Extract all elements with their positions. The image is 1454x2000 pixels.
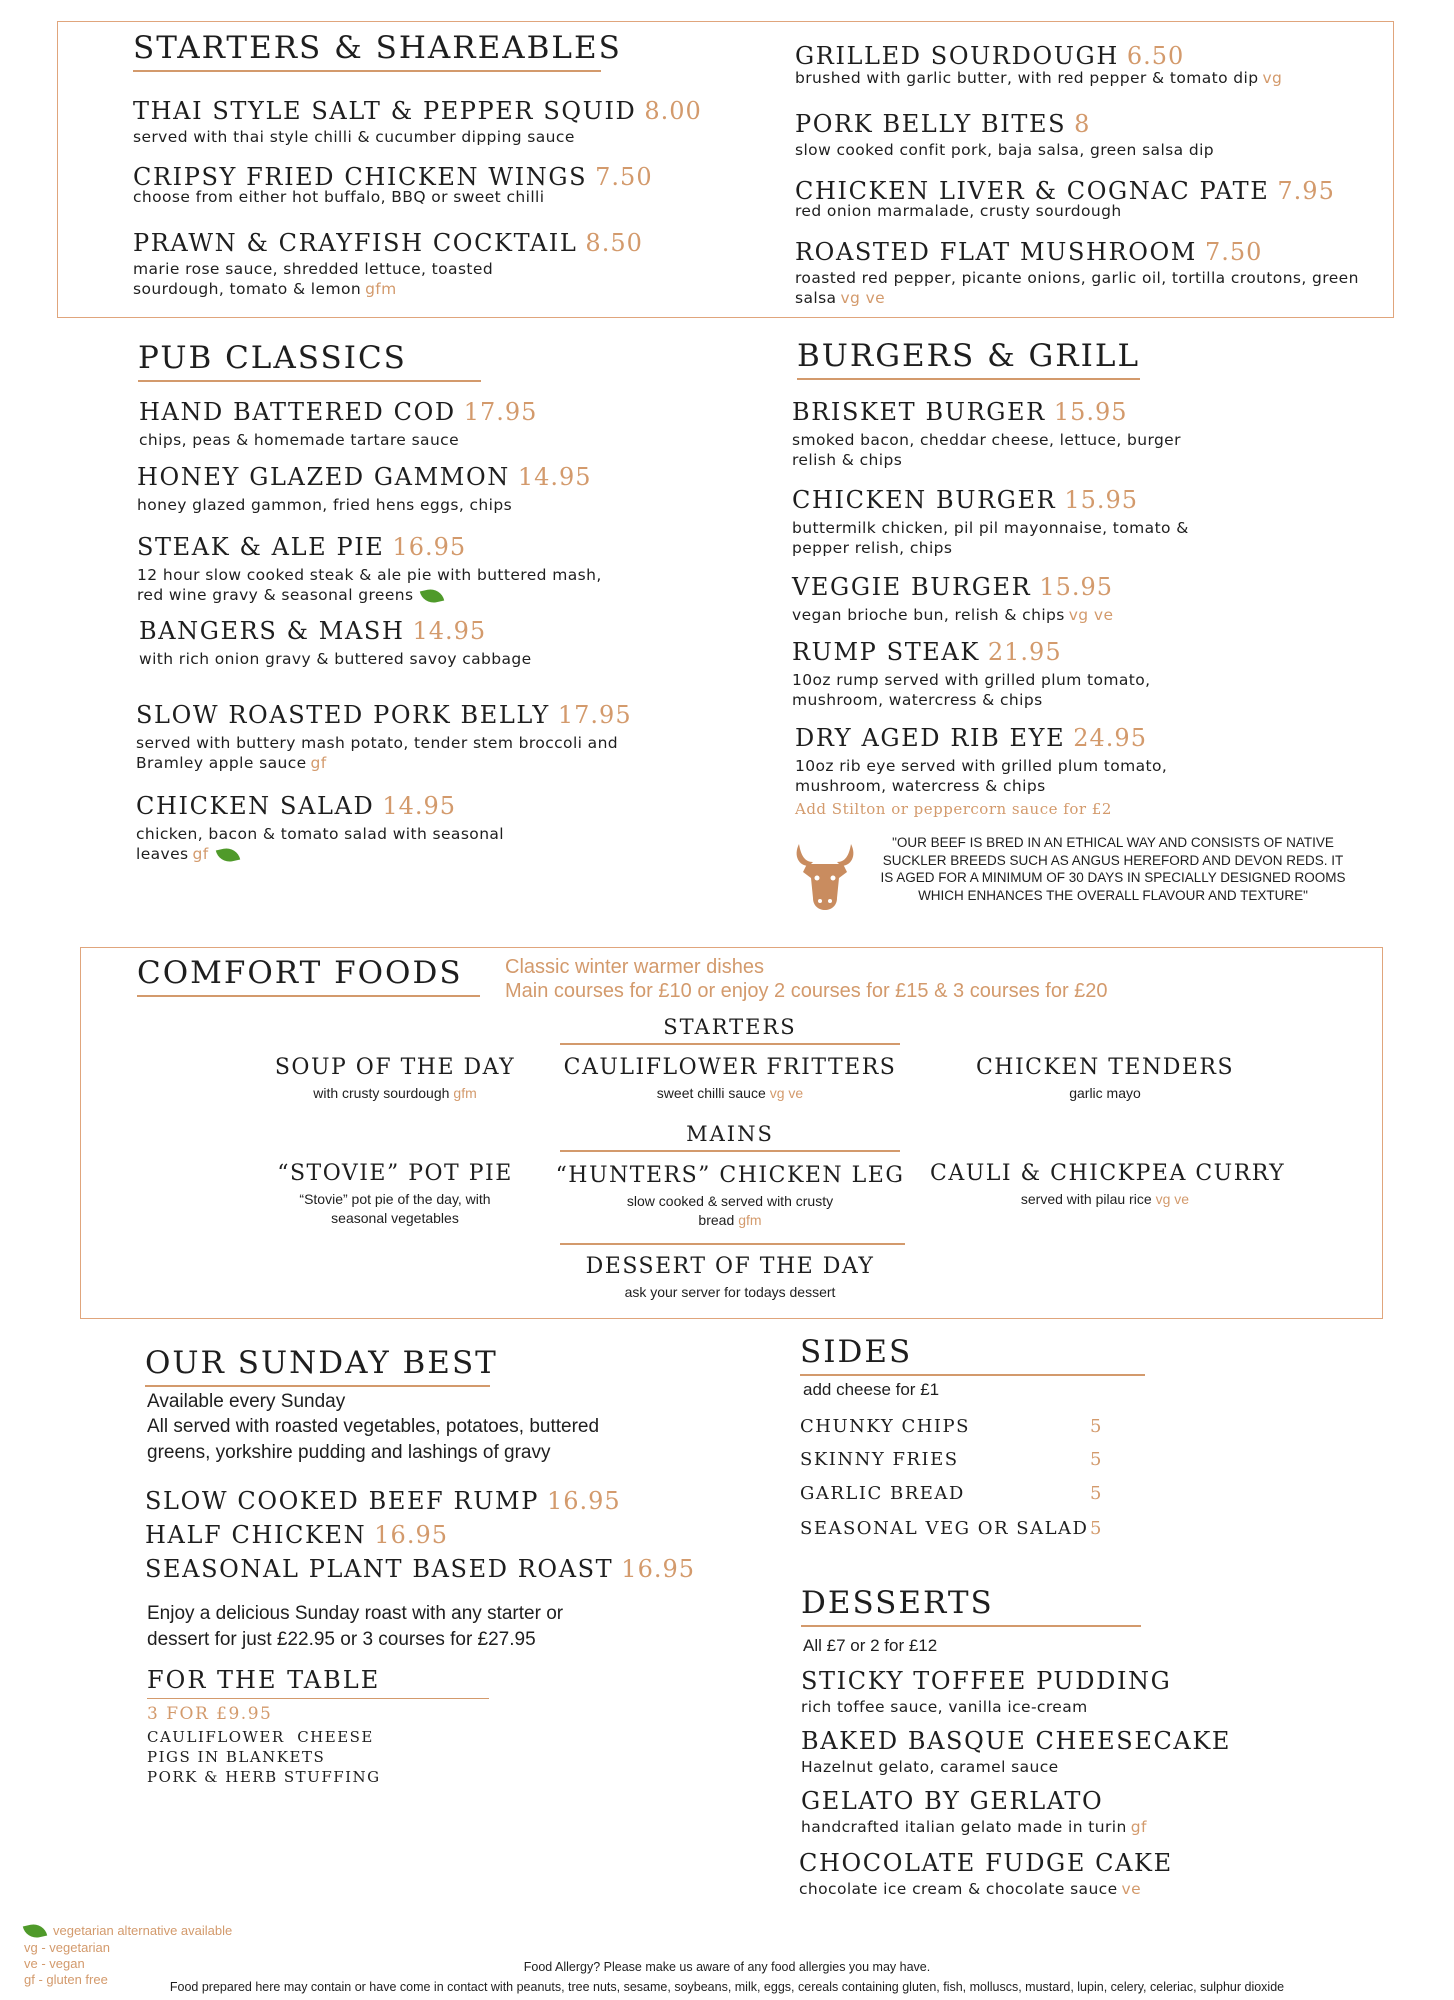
allergy-notice: Food Allergy? Please make us aware of any food allergies you may have. — [523, 1960, 931, 1974]
item-name: HONEY GLAZED GAMMON — [137, 463, 510, 491]
diet-tags: gf — [192, 845, 209, 863]
comfort-starters-heading: STARTERS — [560, 1015, 900, 1045]
legend-ve: ve - vegan — [24, 1956, 85, 1971]
for-table-item: PIGS IN BLANKETS — [147, 1748, 326, 1766]
menu-item — [792, 398, 1212, 470]
item-price: 7.50 — [1204, 238, 1263, 266]
item-desc: chips, peas & homemade tartare sauce — [139, 431, 460, 449]
item-desc: handcrafted italian gelato made in turin — [801, 1818, 1127, 1836]
menu-item — [145, 1487, 621, 1515]
comfort-main — [230, 1160, 560, 1228]
menu-item — [145, 1555, 695, 1583]
item-name: GELATO BY GERLATO — [801, 1787, 1104, 1815]
side-item — [800, 1518, 1103, 1539]
item-name: CHICKEN LIVER & COGNAC PATE — [795, 177, 1270, 205]
item-name: CAULIFLOWER FRITTERS — [563, 1055, 897, 1080]
item-price: 6.50 — [1126, 42, 1185, 70]
side-item — [800, 1483, 1103, 1504]
item-price: 7.95 — [1277, 177, 1335, 205]
item-desc: “Stovie” pot pie of the day, with seasonal vegetables — [299, 1191, 491, 1226]
item-desc: smoked bacon, cheddar cheese, lettuce, burger relish & chips — [792, 431, 1181, 469]
item-name: STICKY TOFFEE PUDDING — [801, 1667, 1172, 1695]
item-desc: served with pilau rice — [1020, 1191, 1152, 1207]
comfort-main — [930, 1160, 1286, 1209]
item-desc: slow cooked & served with crusty bread — [626, 1193, 834, 1228]
item-price: 8.00 — [644, 97, 702, 125]
comfort-tagline: Classic winter warmer dishes — [505, 956, 764, 978]
item-name: BAKED BASQUE CHEESECAKE — [801, 1727, 1231, 1755]
item-price: 24.95 — [1073, 724, 1147, 752]
side-name: SKINNY FRIES — [800, 1449, 959, 1470]
item-desc: 10oz rib eye served with grilled plum tomato, mushroom, watercress & chips — [795, 757, 1168, 795]
item-price: 15.95 — [1053, 398, 1128, 426]
menu-item — [792, 638, 1212, 710]
item-price: 16.95 — [621, 1555, 696, 1583]
item-name: THAI STYLE SALT & PEPPER SQUID — [133, 97, 637, 125]
item-name: CHICKEN TENDERS — [975, 1055, 1235, 1080]
item-desc: choose from either hot buffalo, BBQ or sweet chilli — [133, 188, 545, 206]
item-price: 21.95 — [987, 638, 1062, 666]
allergen-statement: Food prepared here may contain or have come in contact with peanuts, tree nuts, sesame, soybeans, milk, eggs, cereals containing gluten, fish, molluscs, mustard, lupin, celery, celeriac, sulphur dioxide — [169, 1980, 1285, 1994]
menu-item — [792, 486, 1212, 558]
item-price: 16.95 — [546, 1487, 621, 1515]
vegetarian-leaf-icon — [215, 845, 239, 863]
side-price: 5 — [1090, 1416, 1103, 1437]
menu-item — [133, 97, 753, 147]
beef-note: "OUR BEEF IS BRED IN AN ETHICAL WAY AND CONSISTS OF NATIVE SUCKLER BREEDS SUCH AS ANGUS HEREFORD AND DEVON REDS. IT IS AGED FOR A MINIMUM OF 30 DAYS IN SPECIALLY DESIGNED ROOMS WHICH ENHANCES THE OVERALL FLAVOUR AND TEXTURE" — [880, 835, 1346, 903]
diet-tags: vg ve — [769, 1085, 804, 1101]
item-name: BRISKET BURGER — [792, 398, 1046, 426]
item-name: SLOW COOKED BEEF RUMP — [145, 1487, 539, 1515]
item-name: CHICKEN SALAD — [136, 792, 375, 820]
item-desc: served with buttery mash potato, tender stem broccoli and Bramley apple sauce — [136, 734, 619, 772]
item-desc: 10oz rump served with grilled plum tomato, mushroom, watercress & chips — [792, 671, 1151, 709]
item-price: 17.95 — [463, 398, 538, 426]
comfort-starter — [230, 1054, 560, 1103]
comfort-offer: Main courses for £10 or enjoy 2 courses for £15 & 3 courses for £20 — [505, 980, 1108, 1002]
item-desc: buttermilk chicken, pil pil mayonnaise, tomato & pepper relish, chips — [792, 519, 1189, 557]
desserts-note: All £7 or 2 for £12 — [803, 1636, 938, 1655]
item-desc: chocolate ice cream & chocolate sauce — [799, 1880, 1118, 1898]
item-name: PRAWN & CRAYFISH COCKTAIL — [133, 229, 578, 257]
item-name: ROASTED FLAT MUSHROOM — [795, 238, 1197, 266]
item-desc: brushed with garlic butter, with red pepper & tomato dip — [795, 69, 1259, 87]
side-price: 5 — [1090, 1449, 1103, 1470]
menu-item — [795, 110, 1365, 160]
item-price: 15.95 — [1039, 573, 1114, 601]
item-name: SOUP OF THE DAY — [274, 1055, 516, 1080]
item-desc: 12 hour slow cooked steak & ale pie with buttered mash, red wine gravy & seasonal greens — [137, 566, 602, 604]
diet-tags: gfm — [365, 280, 397, 298]
side-item — [800, 1449, 1103, 1470]
menu-item — [136, 792, 516, 864]
side-name: SEASONAL VEG OR SALAD — [800, 1518, 1089, 1539]
sides-title: SIDES — [800, 1334, 1145, 1376]
item-price: 14.95 — [382, 792, 457, 820]
item-name: CAULI & CHICKPEA CURRY — [930, 1161, 1286, 1186]
sunday-served: All served with roasted vegetables, potatoes, buttered greens, yorkshire pudding and lashings of gravy — [147, 1416, 600, 1463]
item-name: RUMP STEAK — [792, 638, 980, 666]
item-name: PORK BELLY BITES — [795, 110, 1067, 138]
item-name: HALF CHICKEN — [145, 1521, 367, 1549]
comfort-starter — [555, 1054, 905, 1103]
item-name: DRY AGED RIB EYE — [795, 724, 1066, 752]
diet-tags: ve — [1121, 1880, 1142, 1898]
menu-item — [137, 463, 657, 515]
item-desc: honey glazed gammon, fried hens eggs, chips — [137, 496, 513, 514]
menu-item — [139, 398, 659, 450]
side-price: 5 — [1090, 1483, 1103, 1504]
item-desc: roasted red pepper, picante onions, garlic oil, tortilla croutons, green salsa — [795, 269, 1359, 307]
item-price: 7.50 — [595, 163, 653, 191]
comfort-starter — [940, 1054, 1270, 1103]
diet-tags: vg — [1262, 69, 1283, 87]
bull-head-icon — [791, 838, 859, 912]
comfort-title: COMFORT FOODS — [137, 955, 480, 997]
diet-tags: vg ve — [1068, 606, 1114, 624]
legend-veg-alt: vegetarian alternative available — [53, 1923, 233, 1938]
item-desc: with rich onion gravy & buttered savoy cabbage — [139, 650, 532, 668]
item-price: 15.95 — [1064, 486, 1139, 514]
for-table-deal: 3 FOR £9.95 — [147, 1704, 273, 1724]
item-price: 16.95 — [392, 533, 467, 561]
starters-title: STARTERS & SHAREABLES — [133, 30, 601, 72]
item-desc: marie rose sauce, shredded lettuce, toasted sourdough, tomato & lemon — [133, 260, 494, 298]
item-price: 14.95 — [412, 617, 487, 645]
item-name: BANGERS & MASH — [139, 617, 405, 645]
menu-item — [136, 701, 656, 773]
side-name: GARLIC BREAD — [800, 1483, 965, 1504]
desserts-title: DESSERTS — [801, 1585, 1141, 1627]
item-name: VEGGIE BURGER — [792, 573, 1032, 601]
item-name: CRIPSY FRIED CHICKEN WINGS — [133, 163, 588, 191]
sunday-available: Available every Sunday — [147, 1391, 346, 1412]
diet-tags: gfm — [453, 1085, 477, 1101]
for-table-item: CAULIFLOWER CHEESE — [147, 1728, 374, 1746]
item-desc: garlic mayo — [1069, 1085, 1141, 1101]
addon-note: Add Stilton or peppercorn sauce for £2 — [795, 800, 1112, 818]
item-name: “HUNTERS” CHICKEN LEG — [555, 1163, 905, 1188]
vegetarian-leaf-icon — [23, 1922, 47, 1940]
item-name: HAND BATTERED COD — [139, 398, 456, 426]
comfort-main — [555, 1162, 905, 1230]
menu-item — [795, 724, 1215, 796]
item-name: STEAK & ALE PIE — [137, 533, 385, 561]
item-name: CHICKEN BURGER — [792, 486, 1057, 514]
item-price: 14.95 — [517, 463, 592, 491]
diet-tags: gfm — [738, 1212, 762, 1228]
comfort-dessert — [555, 1253, 905, 1302]
burgers-title: BURGERS & GRILL — [797, 338, 1140, 380]
legend-vg: vg - vegetarian — [24, 1940, 110, 1955]
sunday-title: OUR SUNDAY BEST — [145, 1345, 490, 1387]
menu-item — [133, 163, 753, 207]
menu-item — [801, 1727, 1361, 1777]
pub-classics-title: PUB CLASSICS — [138, 340, 481, 382]
item-name: GRILLED SOURDOUGH — [795, 42, 1119, 70]
sides-note: add cheese for £1 — [803, 1380, 940, 1399]
item-desc: ask your server for todays dessert — [624, 1284, 836, 1300]
item-desc: Hazelnut gelato, caramel sauce — [801, 1758, 1059, 1776]
item-desc: vegan brioche bun, relish & chips — [792, 606, 1065, 624]
item-name: SLOW ROASTED PORK BELLY — [136, 701, 550, 729]
side-item — [800, 1416, 1103, 1437]
menu-item — [799, 1849, 1359, 1899]
item-desc: red onion marmalade, crusty sourdough — [795, 202, 1122, 220]
for-table-title: FOR THE TABLE — [147, 1666, 489, 1699]
item-price: 8.50 — [585, 229, 643, 257]
menu-item — [801, 1787, 1361, 1837]
menu-item — [801, 1667, 1361, 1717]
item-name: DESSERT OF THE DAY — [585, 1254, 875, 1279]
menu-item — [139, 617, 539, 669]
menu-item — [795, 42, 1365, 88]
diet-tags: gf — [310, 754, 327, 772]
menu-item — [133, 229, 643, 299]
menu-item — [795, 177, 1365, 221]
item-desc: served with thai style chilli & cucumber dipping sauce — [133, 128, 575, 146]
diet-tags: vg ve — [840, 289, 886, 307]
diet-tags: gf — [1130, 1818, 1147, 1836]
menu-item — [137, 533, 607, 605]
item-desc: rich toffee sauce, vanilla ice-cream — [801, 1698, 1088, 1716]
side-name: CHUNKY CHIPS — [800, 1416, 970, 1437]
legend-gf: gf - gluten free — [24, 1972, 108, 1987]
for-table-item: PORK & HERB STUFFING — [147, 1768, 381, 1786]
item-name: “STOVIE” POT PIE — [277, 1161, 513, 1186]
item-name: SEASONAL PLANT BASED ROAST — [145, 1555, 614, 1583]
sunday-offer: Enjoy a delicious Sunday roast with any starter or dessert for just £22.95 or 3 courses for £27.95 — [147, 1603, 564, 1650]
item-desc: sweet chilli sauce — [656, 1085, 766, 1101]
item-desc: slow cooked confit pork, baja salsa, green salsa dip — [795, 141, 1215, 159]
vegetarian-leaf-icon — [420, 586, 444, 604]
item-price: 16.95 — [374, 1521, 448, 1549]
item-price: 8 — [1074, 110, 1091, 138]
diet-tags: vg ve — [1155, 1191, 1190, 1207]
menu-item — [792, 573, 1272, 625]
menu-item — [795, 238, 1375, 308]
item-name: CHOCOLATE FUDGE CAKE — [799, 1849, 1173, 1877]
item-price: 17.95 — [557, 701, 632, 729]
comfort-dessert-divider — [560, 1243, 905, 1245]
item-desc: with crusty sourdough — [313, 1085, 450, 1101]
side-price: 5 — [1090, 1518, 1103, 1539]
item-desc: chicken, bacon & tomato salad with seasonal leaves — [136, 825, 505, 863]
menu-item — [145, 1521, 448, 1549]
comfort-mains-heading: MAINS — [560, 1122, 900, 1152]
